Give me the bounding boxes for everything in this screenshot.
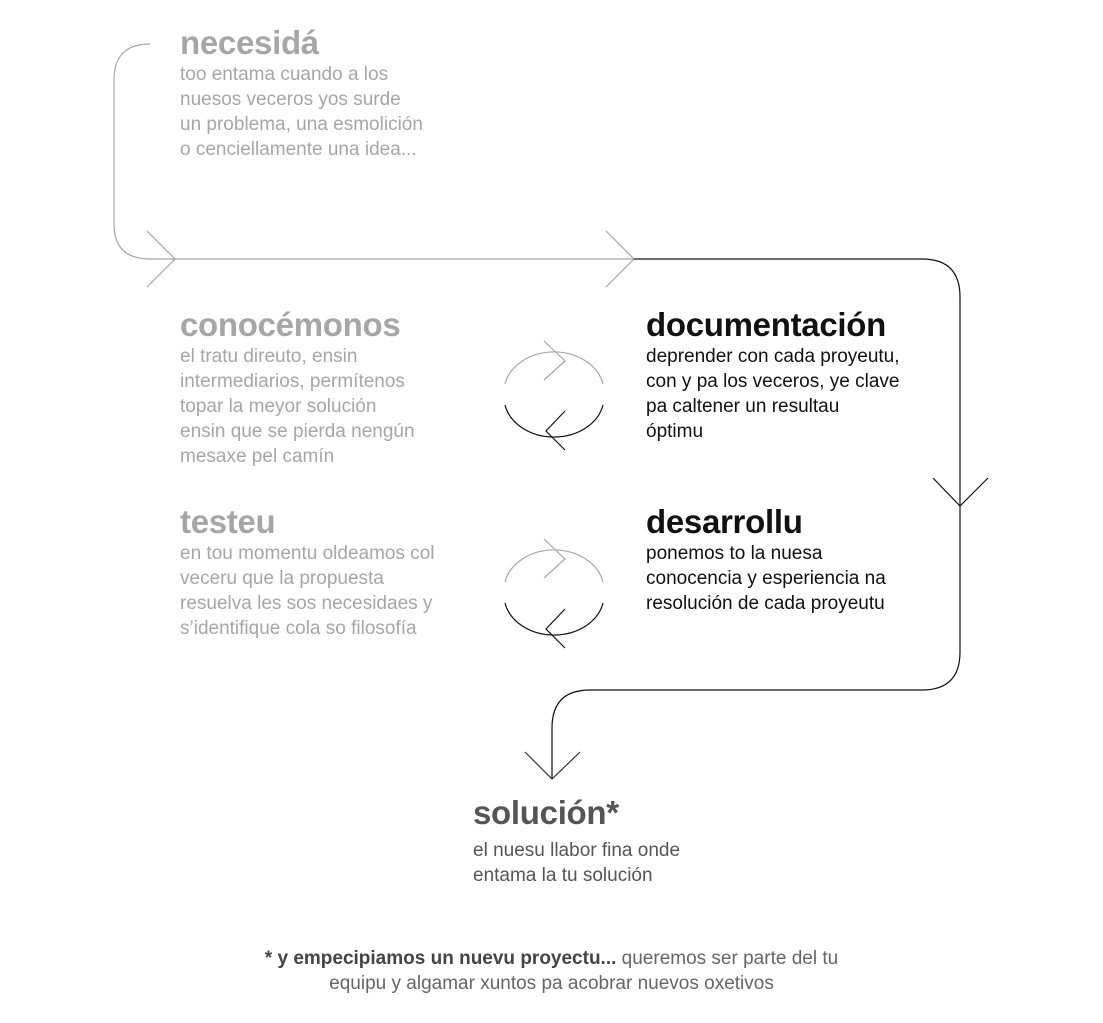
step-title: desarrollu (646, 503, 803, 540)
description-line: topar la meyor solución (180, 396, 377, 417)
description-line: ponemos to la nuesa (646, 543, 823, 564)
step-description (646, 541, 886, 616)
description-line: too entama cuando a los (180, 64, 389, 85)
step-title: conocémonos (180, 306, 401, 343)
footer-text: queremos ser parte del tu (616, 948, 839, 969)
description-line: nuesos veceros yos surde (180, 89, 401, 110)
step-description (473, 838, 680, 888)
description-line: ensin que se pierda nengún (180, 421, 415, 442)
description-line: o cenciellamente una idea... (180, 139, 417, 160)
description-line: mesaxe pel camín (180, 446, 335, 467)
description-line: intermediarios, permítenos (180, 371, 405, 392)
description-line: el tratu direuto, ensin (180, 346, 358, 367)
description-line: un problema, una esmolición (180, 114, 423, 135)
step-description (646, 344, 900, 444)
step-title: solución* (473, 794, 619, 831)
description-line: deprender con cada proyeutu, (646, 346, 900, 367)
step-title: documentación (646, 306, 886, 343)
footer-line (0, 946, 1103, 971)
step-description (180, 62, 423, 162)
step-necesida (180, 24, 423, 162)
description-line: en tou momentu oldeamos col (180, 543, 435, 564)
description-line: entama la tu solución (473, 865, 653, 886)
description-line: conocencia y esperiencia na (646, 568, 886, 589)
description-line: veceru que la propuesta (180, 568, 384, 589)
cycle-arrows-icon (505, 539, 603, 648)
description-line: pa caltener un resultau (646, 396, 840, 417)
step-title: necesidá (180, 24, 319, 61)
description-line: el nuesu llabor fina onde (473, 840, 681, 861)
footer-line: equipu y algamar xuntos pa acobrar nuevos oxetivos (329, 973, 774, 994)
step-title: testeu (180, 503, 276, 540)
step-solucion (473, 794, 680, 888)
step-description (180, 344, 415, 469)
footer-emphasis: * y empecipiamos un nuevu proyectu... (264, 948, 617, 969)
description-line: resolución de cada proyeutu (646, 593, 885, 614)
cycle-arrows-icon (505, 341, 603, 450)
step-description (180, 541, 435, 641)
footer-note (0, 946, 1103, 996)
step-testeu (180, 503, 435, 641)
description-line: óptimu (646, 421, 704, 442)
step-documentacion (646, 306, 900, 444)
description-line: con y pa los veceros, ye clave (646, 371, 900, 392)
step-conocemonos (180, 306, 415, 469)
description-line: s’identifique cola so filosofía (180, 618, 417, 639)
step-desarrollu (646, 503, 886, 616)
description-line: resuelva les sos necesidaes y (180, 593, 433, 614)
